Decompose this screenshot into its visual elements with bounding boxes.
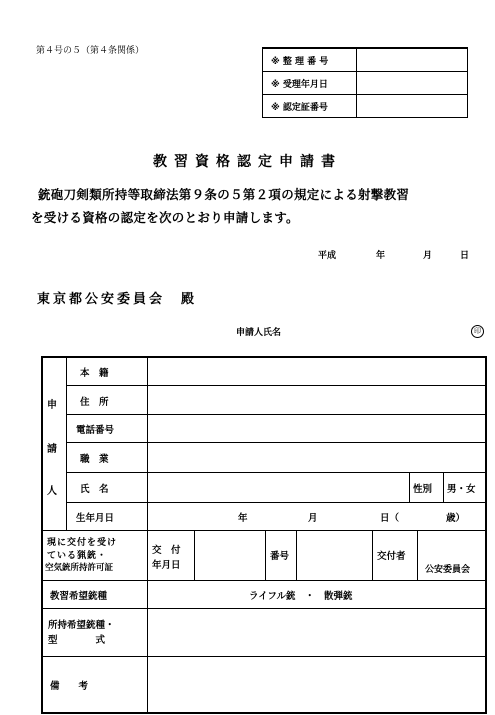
office-value-nintei[interactable] bbox=[357, 95, 468, 118]
issue-date-label-2: 年月日 bbox=[152, 560, 181, 571]
training-label: 教習希望銃種 bbox=[50, 591, 108, 602]
statement-line-2: を受ける資格の認定を次のとおり申請します。 bbox=[31, 210, 299, 225]
addressee: 東京都公安委員会 殿 bbox=[37, 292, 198, 307]
sex-choice[interactable]: 男・女 bbox=[447, 484, 476, 495]
label-sex: 性別 bbox=[413, 484, 433, 495]
seal-mark: 印 bbox=[471, 325, 484, 338]
permit-label-1: 現に交付を受け bbox=[47, 538, 118, 548]
date-year[interactable]: 年 bbox=[376, 251, 386, 261]
col-line bbox=[443, 472, 444, 502]
desired-type-field[interactable] bbox=[148, 609, 486, 655]
desired-label-1: 所持希望銃種・ bbox=[48, 620, 115, 631]
col-line bbox=[409, 472, 410, 502]
office-use-box bbox=[262, 47, 468, 118]
office-label-juri: ※ 受理年月日 bbox=[263, 72, 357, 95]
office-label-seiri: ※ 整 理 番 号 bbox=[263, 48, 357, 72]
row-line bbox=[41, 580, 487, 581]
issuer-field[interactable] bbox=[418, 531, 486, 559]
applicant-side-3: 人 bbox=[47, 486, 57, 497]
issue-date-label-1: 交 付 bbox=[152, 545, 181, 556]
office-value-seiri[interactable] bbox=[357, 48, 468, 72]
phone-field[interactable] bbox=[148, 415, 486, 442]
remarks-label: 備 考 bbox=[50, 681, 89, 692]
birth-age: 歳） bbox=[446, 513, 466, 524]
name-field[interactable] bbox=[148, 473, 408, 502]
birth-year: 年 bbox=[238, 513, 248, 524]
statement-line-1: 銃砲刀剣類所持等取締法第９条の５第２項の規定による射撃教習 bbox=[38, 187, 410, 202]
label-phone: 電話番号 bbox=[76, 425, 115, 436]
col-line bbox=[265, 530, 266, 580]
col-line bbox=[66, 356, 67, 530]
form-title: 教習資格認定申請書 bbox=[153, 154, 342, 170]
date-month[interactable]: 月 bbox=[423, 251, 433, 261]
issuer-commission: 公安委員会 bbox=[425, 565, 471, 575]
issue-date-field[interactable] bbox=[195, 531, 264, 579]
applicant-name-label: 申請人氏名 bbox=[236, 328, 282, 338]
label-occupation: 職 業 bbox=[80, 454, 109, 465]
desired-label-2: 型 式 bbox=[48, 635, 106, 646]
birth-day: 日（ bbox=[380, 513, 400, 524]
date-day[interactable]: 日 bbox=[460, 251, 470, 261]
honseki-field[interactable] bbox=[148, 356, 486, 385]
applicant-side-1: 申 bbox=[47, 400, 57, 411]
permit-label-2: ている猟銃・ bbox=[47, 551, 108, 561]
label-address: 住 所 bbox=[80, 397, 109, 408]
permit-number-label: 番号 bbox=[270, 551, 290, 562]
label-birthdate: 生年月日 bbox=[76, 513, 115, 524]
office-value-juri[interactable] bbox=[357, 72, 468, 95]
birthdate-field[interactable] bbox=[148, 503, 486, 530]
applicant-side-2: 請 bbox=[47, 444, 57, 455]
form-reference: 第４号の５（第４条関係） bbox=[36, 46, 145, 56]
label-name: 氏 名 bbox=[80, 484, 109, 495]
permit-label-3: 空気銃所持許可証 bbox=[45, 563, 114, 573]
permit-number-field[interactable] bbox=[297, 531, 371, 579]
remarks-field[interactable] bbox=[148, 657, 486, 713]
occupation-field[interactable] bbox=[148, 443, 486, 472]
label-honseki: 本 籍 bbox=[80, 368, 109, 379]
date-era: 平成 bbox=[318, 251, 337, 261]
address-field[interactable] bbox=[148, 386, 486, 414]
issuer-label: 交付者 bbox=[377, 551, 406, 562]
birth-month: 月 bbox=[308, 513, 318, 524]
col-line bbox=[372, 530, 373, 580]
office-label-nintei: ※ 認定証番号 bbox=[263, 95, 357, 118]
training-options[interactable]: ライフル銃 ・ 散弾銃 bbox=[249, 591, 353, 602]
